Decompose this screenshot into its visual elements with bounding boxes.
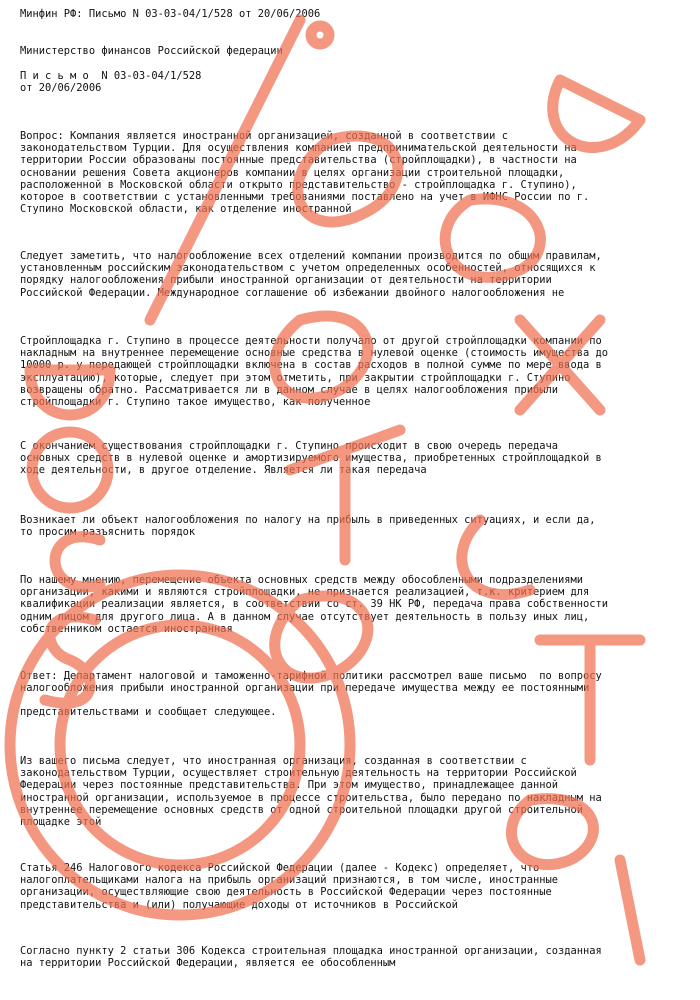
body-line: собственником остается иностранная bbox=[20, 622, 233, 635]
body-line: Из вашего письма следует, что иностранная организация, созданная в соответствии с bbox=[20, 755, 527, 767]
body-line: представительства и (или) получающие доходы от источников в Российской bbox=[20, 898, 458, 911]
body-line: территории России образованы постоянные представительства (стройплощадки), в частности на bbox=[20, 154, 577, 167]
body-line: одним лицом для другого лица. А в данном случае отсутствует деятельность в пользу иных лиц, bbox=[20, 610, 590, 623]
body-line: основании решения Совета акционеров компании в целях организации строительной площадки, bbox=[20, 166, 565, 179]
body-line: накладным на внутреннее перемещение основные средства в нулевой оценке (стоимость имущества до bbox=[20, 347, 609, 360]
body-line: По нашему мнению, перемещение объекта основных средств между обособленными подразделениями bbox=[20, 574, 584, 586]
body-line: стройплощадки г. Ступино такое имущество, как полученное bbox=[20, 396, 371, 408]
body-line: внутреннее перемещение основных средств от одной строительной площадки другой строительной bbox=[20, 803, 584, 816]
body-line: Статья 246 Налогового кодекса Российской Федерации (далее - Кодекс) определяет, что bbox=[20, 862, 540, 874]
body-line: налогоплательщиками налога на прибыль организаций признаются, в том числе, иностранные bbox=[20, 874, 558, 887]
body-line: С окончанием существования стройплощадки г. Ступино происходит в свою очередь передача bbox=[20, 440, 558, 452]
body-line: ходе деятельности, в другое отделение. Является ли такая передача bbox=[20, 464, 427, 477]
body-line: квалификации реализации является, в соответствии со ст. 39 НК РФ, передача права собственности bbox=[20, 598, 609, 611]
body-line: Согласно пункту 2 статьи 306 Кодекса строительная площадка иностранной организации, созданная bbox=[20, 945, 602, 957]
body-line: организации, какими и являются стройплощадки, не признается реализацией, т.к. критерием для bbox=[20, 586, 590, 599]
body-line: Российской Федерации. Международное соглашение об избежании двойного налогообложения не bbox=[20, 286, 565, 299]
body-line: порядку налогообложения прибыли иностранной организации от деятельности на территории bbox=[20, 274, 552, 287]
body-line: 10000 р. у передающей стройплощадки включена в состав расходов в полной сумме по мере ввода в bbox=[20, 359, 602, 372]
body-line: организации, осуществляющие свою деятельность в Российской Федерации через постоянные bbox=[20, 886, 552, 899]
body-line: эксплуатацию), которые, следует при этом отметить, при закрытии стройплощадки г. Ступино bbox=[20, 371, 571, 384]
body-line: установленным российским законодательством с учетом определенных особенностей, относящихся к bbox=[20, 262, 596, 275]
body-line: представительствами и сообщает следующее. bbox=[20, 706, 277, 718]
body-line: расположенной в Московской области открыто представительство - стройплощадка г. Ступино), bbox=[20, 178, 577, 191]
body-line: площадке этой bbox=[20, 816, 102, 828]
ministry-name: Министерство финансов Российской федерации bbox=[20, 45, 283, 57]
body-line: Вопрос: Компания является иностранной организацией, созданной в соответствии с bbox=[20, 130, 508, 142]
body-line: возвращены обратно. Рассматривается ли в данном случае в целях налогообложения прибыли bbox=[20, 383, 558, 396]
body-line: Стройплощадка г. Ступино в процессе деятельности получало от другой стройплощадки компании по bbox=[20, 335, 602, 347]
body-line: Ответ: Департамент налоговой и таможенно-тарифной политики рассмотрел ваше письмо по вопросу bbox=[20, 670, 602, 682]
header-line: Минфин РФ: Письмо N 03-03-04/1/528 от 20/06/2006 bbox=[20, 8, 321, 20]
document-title: П и с ь м о N 03-03-04/1/528 bbox=[20, 70, 202, 82]
body-line: Возникает ли объект налогообложения по налогу на прибыль в приведенных ситуациях, и если да, bbox=[20, 514, 596, 526]
body-line: на территории Российской Федерации, является ее обособленным bbox=[20, 957, 396, 970]
body-line: налогообложения прибыли иностранной организации при передаче имущества между ее постоянными bbox=[20, 682, 590, 695]
body-line: основных средств в нулевой оценке и амортизируемого имущества, приобретенных стройплощадкой в bbox=[20, 452, 602, 465]
body-line: законодательством Турции, осуществляет строительную деятельность на территории Российской bbox=[20, 767, 577, 780]
body-line: Ступино Московской области, как отделение иностранной bbox=[20, 203, 352, 216]
body-line: законодательством Турции. Для осуществления компанией предпринимательской деятельности на bbox=[20, 142, 577, 155]
body-line: Федерации через постоянные представительства. При этом имущество, принадлежащее данной bbox=[20, 779, 558, 792]
body-line: Следует заметить, что налогообложение всех отделений компании производится по общим правилам, bbox=[20, 250, 602, 262]
body-line: то просим разъяснить порядок bbox=[20, 526, 196, 539]
document-date: от 20/06/2006 bbox=[20, 82, 102, 94]
body-line: которое в соответствии с установленными требованиями поставлено на учет в ИФНС России по г. bbox=[20, 191, 590, 203]
body-line: иностранной организации, используемое в процессе строительства, было передано по накладным на bbox=[20, 791, 602, 804]
